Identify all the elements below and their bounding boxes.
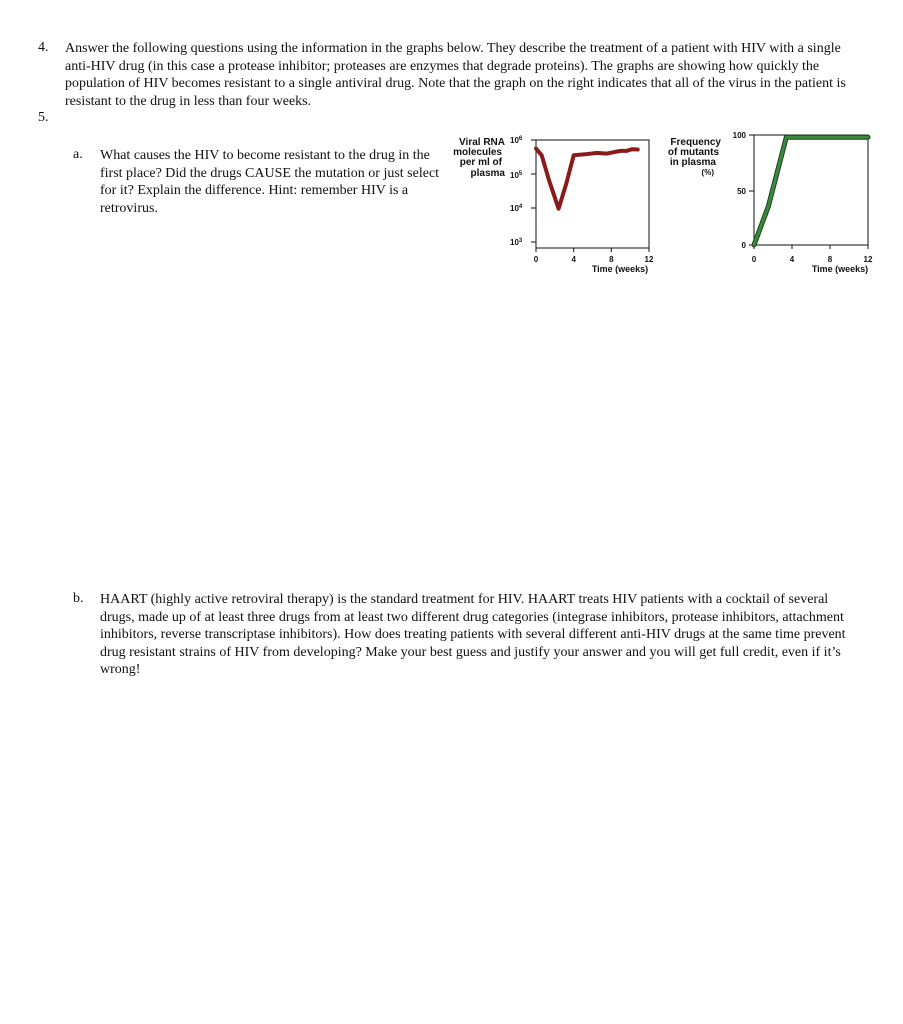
mutant-frequency-chart [660,128,885,280]
viral-rna-chart [440,128,665,280]
mutant-frequency-ylabel [668,137,722,177]
viral-rna-xtick-label: 8 [609,255,614,264]
viral-rna-xtick-label: 0 [533,255,539,264]
viral-rna-ylabel-line: plasma [470,168,505,179]
viral-rna-ytick-label: $10^4$ [510,204,523,213]
mutant-frequency-ylabel-line: of mutants [667,147,719,158]
mutant-frequency-ylabel-line: in plasma [669,157,716,168]
part-b-text: HAART (highly active retroviral therapy) is the standard treatment for HIV. HAART treats HIV patients with a cocktail of several drugs, made up of at least three drugs from at least two different drug categories (integrase inhibitors, protease inhibitors, attachment inhibitors, reverse transcriptase inhibitors). How does treating patients with several different anti-HIV drugs at the same time prevent drug resistant strains of HIV from developing? Make your best guess and justify your answer and you will get full credit, even if it’s wrong! [100,592,846,677]
mutant-frequency-xtick-label: 4 [789,255,795,264]
viral-rna-xtick-label: 4 [571,255,576,264]
mutant-frequency-series-line [754,137,868,245]
mutant-frequency-xtick-label: 8 [827,255,833,264]
viral-rna-ytick-label: $10^5$ [510,171,523,180]
question-5-number: 5. [38,110,49,125]
part-a-label: a. [73,147,83,162]
viral-rna-series-line [536,149,638,209]
mutant-frequency-ylabel-line: (%) [701,168,714,177]
mutant-frequency-xlabel: Time (weeks) [811,264,869,274]
part-b-label: b. [73,591,84,606]
mutant-frequency-xtick-label: 12 [863,255,873,264]
viral-rna-xlabel: Time (weeks) [591,264,649,274]
mutant-frequency-ytick-label: 50 [737,187,746,196]
viral-rna-ytick-label: $10^3$ [510,238,523,247]
viral-rna-ylabel-line: molecules [453,147,502,158]
mutant-frequency-ytick-label: 100 [732,131,746,140]
mutant-frequency-xtick-label: 0 [751,255,757,264]
viral-rna-ylabel [453,137,505,179]
mutant-frequency-ytick-label: 0 [741,241,746,250]
viral-rna-ytick-label: $10^6$ [510,136,523,145]
mutant-frequency-ylabel-line: Frequency [670,137,721,148]
part-a-text: What causes the HIV to become resistant to the drug in the first place? Did the drugs CAUSE the mutation or just select for it? Explain the difference. Hint: remember HIV is a retrovirus. [100,148,440,216]
viral-rna-ylabel-line: per ml of [459,157,502,168]
viral-rna-xtick-label: 12 [644,255,654,264]
question-4-text: Answer the following questions using the information in the graphs below. They describe the treatment of a patient with HIV with a single anti-HIV drug (in this case a protease inhibitor; proteases are enzymes that degrade proteins). The graphs are showing how quickly the population of HIV becomes resistant to a single antiviral drug. Note that the graph on the right indicates that all of the virus in the patient is resistant to the drug in less than four weeks. [65,41,846,109]
viral-rna-ylabel-line: Viral RNA [459,137,505,148]
question-4-number: 4. [38,40,49,55]
